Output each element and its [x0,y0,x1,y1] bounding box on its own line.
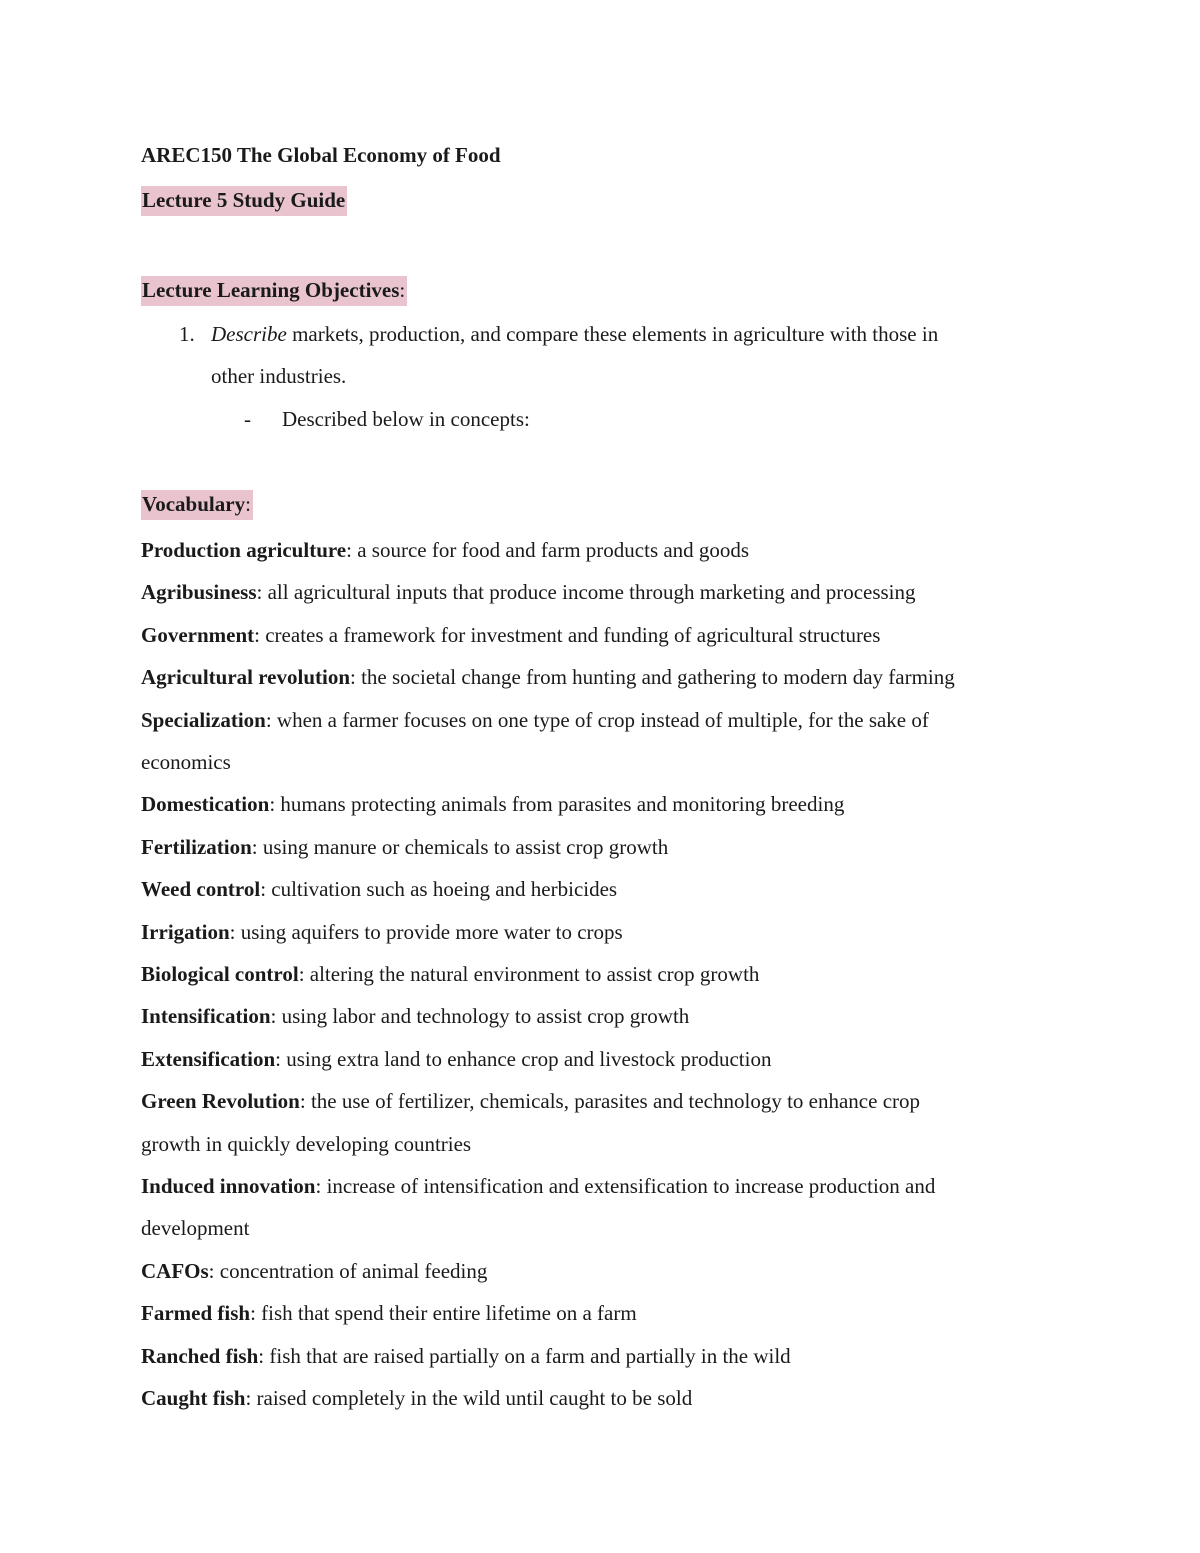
vocab-entry [141,1046,771,1072]
sub-bullet-marker: - [244,407,251,431]
vocab-entry [141,707,929,733]
vocab-definition: : concentration of animal feeding [208,1259,488,1283]
vocab-definition: : the societal change from hunting and gathering to modern day farming [350,665,955,689]
vocab-definition: : a source for food and farm products and goods [346,538,750,562]
vocab-definition: : altering the natural environment to assist crop growth [298,962,760,986]
vocab-entry [141,1385,692,1411]
vocabulary-heading-line [141,491,253,517]
vocab-definition: : increase of intensification and extensification to increase production and [315,1174,936,1198]
vocab-entry [141,834,668,860]
vocab-entry [141,1258,487,1284]
objectives-heading-line [141,277,407,303]
objectives-heading-colon: : [399,278,406,302]
vocab-term: Extensification [141,1047,276,1071]
vocab-term: Domestication [141,792,270,816]
vocab-term: Green Revolution [141,1089,300,1113]
vocab-entry [141,1003,689,1029]
vocab-term: Specialization [141,708,266,732]
vocab-term: Government [141,623,255,647]
sub-bullet-text: Described below in concepts: [282,407,530,431]
vocab-term: CAFOs [141,1259,209,1283]
vocab-definition: : using labor and technology to assist crop growth [270,1004,690,1028]
vocab-term: Caught fish [141,1386,246,1410]
guide-title: Lecture 5 Study Guide [141,186,347,216]
vocab-term: Agribusiness [141,580,257,604]
vocab-definition: : fish that spend their entire lifetime on a farm [250,1301,637,1325]
vocab-definition: : cultivation such as hoeing and herbicides [260,877,618,901]
vocab-term: Agricultural revolution [141,665,351,689]
vocab-definition: : using manure or chemicals to assist crop growth [251,835,669,859]
vocab-term: Induced innovation [141,1174,316,1198]
vocab-entry [141,876,617,902]
vocab-term: Weed control [141,877,261,901]
vocab-entry [141,791,844,817]
objective-text-line2: other industries. [211,364,347,388]
vocab-entry [141,1343,791,1369]
vocab-definition-continuation: development [141,1216,250,1240]
vocab-entry [141,537,749,563]
objective-emphasis: Describe [211,322,287,346]
vocab-entry [141,622,880,648]
vocab-definition: : fish that are raised partially on a farm and partially in the wild [258,1344,791,1368]
vocab-definition: : humans protecting animals from parasites and monitoring breeding [269,792,845,816]
vocab-definition: : all agricultural inputs that produce income through marketing and processing [256,580,916,604]
vocab-term: Ranched fish [141,1344,259,1368]
vocab-term: Production agriculture [141,538,347,562]
vocab-entry [141,961,759,987]
objective-text-line1: markets, production, and compare these elements in agriculture with those in [286,322,939,346]
vocabulary-heading: Vocabulary [142,492,246,516]
vocab-entry [141,1088,920,1114]
vocab-term: Intensification [141,1004,271,1028]
vocab-definition: : using aquifers to provide more water to crops [229,920,623,944]
vocab-term: Irrigation [141,920,230,944]
course-title: AREC150 The Global Economy of Food [141,143,501,167]
vocab-entry [141,664,955,690]
vocab-entry [141,1300,637,1326]
vocab-definition: : raised completely in the wild until caught to be sold [245,1386,693,1410]
vocab-entry [141,1173,935,1199]
vocab-term: Biological control [141,962,299,986]
vocab-term: Fertilization [141,835,252,859]
vocabulary-heading-colon: : [245,492,251,516]
vocab-entry [141,579,916,605]
objective-number: 1. [179,322,195,346]
vocab-definition: : the use of fertilizer, chemicals, parasites and technology to enhance crop [299,1089,921,1113]
vocab-definition: : creates a framework for investment and funding of agricultural structures [254,623,881,647]
vocab-definition-continuation: economics [141,750,231,774]
vocab-definition-continuation: growth in quickly developing countries [141,1132,472,1156]
vocab-entry [141,919,623,945]
objectives-heading: Lecture Learning Objectives [142,278,400,302]
guide-title-line [141,187,347,213]
vocab-definition: : when a farmer focuses on one type of crop instead of multiple, for the sake of [265,708,929,732]
vocab-definition: : using extra land to enhance crop and livestock production [275,1047,772,1071]
vocab-term: Farmed fish [141,1301,251,1325]
